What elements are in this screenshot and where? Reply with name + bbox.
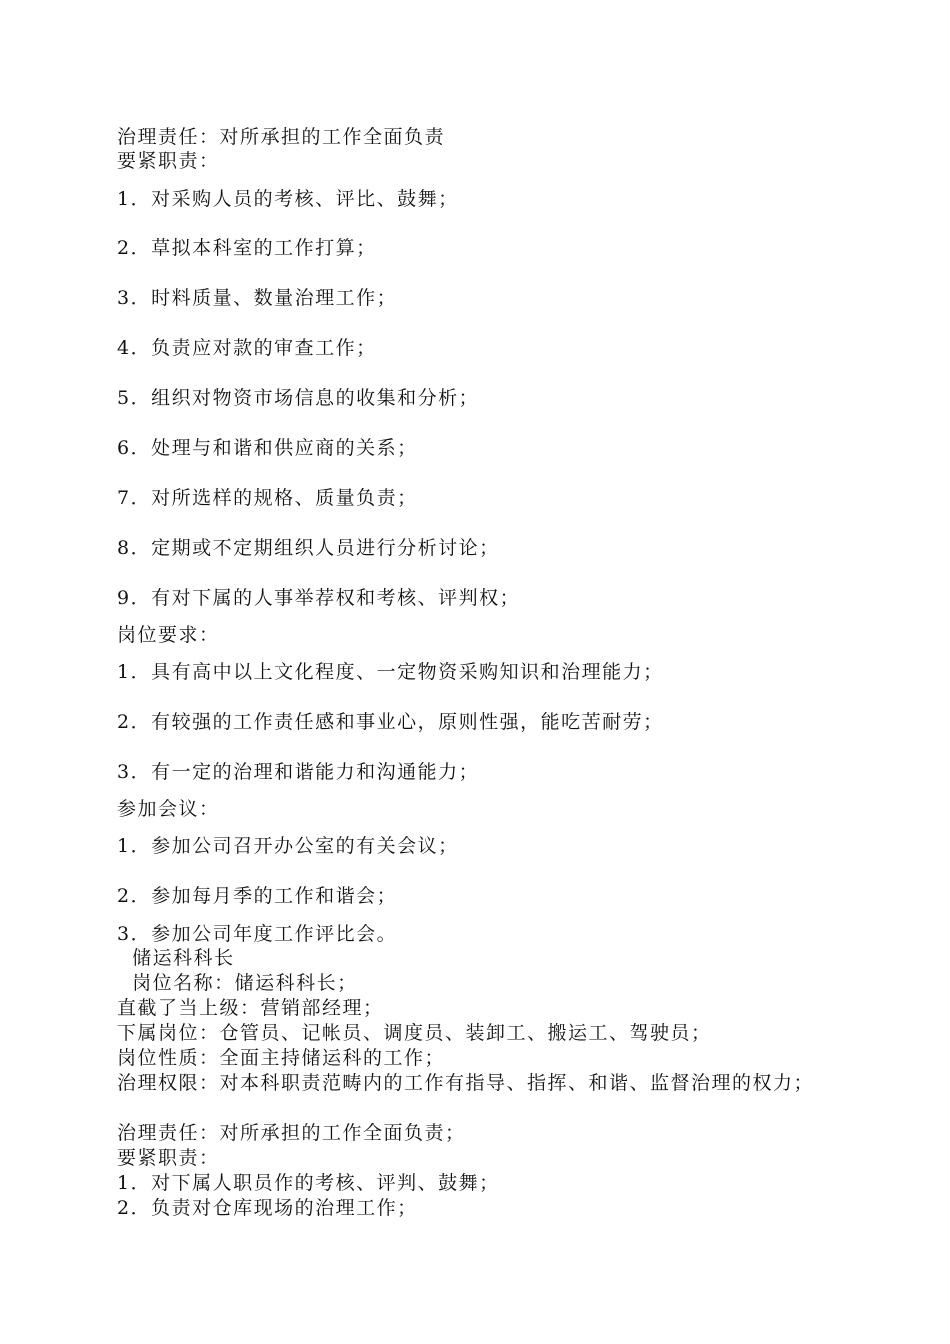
text-line: 治理权限：对本科职责范畴内的工作有指导、指挥、和谐、监督治理的权力；	[117, 1072, 815, 1094]
list-item: 1．具有高中以上文化程度、一定物资采购知识和治理能力；	[117, 661, 664, 683]
section-heading: 岗位要求：	[117, 624, 220, 646]
list-item: 5．组织对物资市场信息的收集和分析；	[117, 387, 480, 409]
list-item: 1．对采购人员的考核、评比、鼓舞；	[117, 188, 459, 210]
list-item: 1．参加公司召开办公室的有关会议；	[117, 835, 459, 857]
list-item: 2．参加每月季的工作和谐会；	[117, 885, 398, 907]
text-line: 岗位名称：储运科科长；	[117, 972, 358, 994]
list-item: 4．负责应对款的审查工作；	[117, 337, 377, 359]
text-line: 岗位性质：全面主持储运科的工作；	[117, 1047, 446, 1069]
section-heading: 要紧职责：	[117, 150, 220, 172]
text-line: 直截了当上级：营销部经理；	[117, 997, 384, 1019]
list-item: 7．对所选样的规格、质量负责；	[117, 487, 418, 509]
list-item: 2．有较强的工作责任感和事业心，原则性强，能吃苦耐劳；	[117, 711, 664, 733]
section-heading: 要紧职责：	[117, 1147, 220, 1169]
list-item: 2．负责对仓库现场的治理工作；	[117, 1197, 418, 1219]
text-line: 治理责任：对所承担的工作全面负责	[117, 126, 446, 148]
text-line: 治理责任：对所承担的工作全面负责；	[117, 1122, 466, 1144]
section-heading: 参加会议：	[117, 798, 220, 820]
list-item: 6．处理与和谐和供应商的关系；	[117, 437, 418, 459]
list-item: 8．定期或不定期组织人员进行分析讨论；	[117, 537, 500, 559]
position-title: 储运科科长	[117, 947, 235, 969]
list-item: 3．参加公司年度工作评比会。	[117, 923, 398, 945]
list-item: 9．有对下属的人事举荐权和考核、评判权；	[117, 587, 521, 609]
text-line: 下属岗位：仓管员、记帐员、调度员、装卸工、搬运工、驾驶员；	[117, 1022, 712, 1044]
list-item: 3．时料质量、数量治理工作；	[117, 287, 398, 309]
list-item: 2．草拟本科室的工作打算；	[117, 237, 377, 259]
list-item: 3．有一定的治理和谐能力和沟通能力；	[117, 761, 480, 783]
list-item: 1．对下属人职员作的考核、评判、鼓舞；	[117, 1172, 500, 1194]
